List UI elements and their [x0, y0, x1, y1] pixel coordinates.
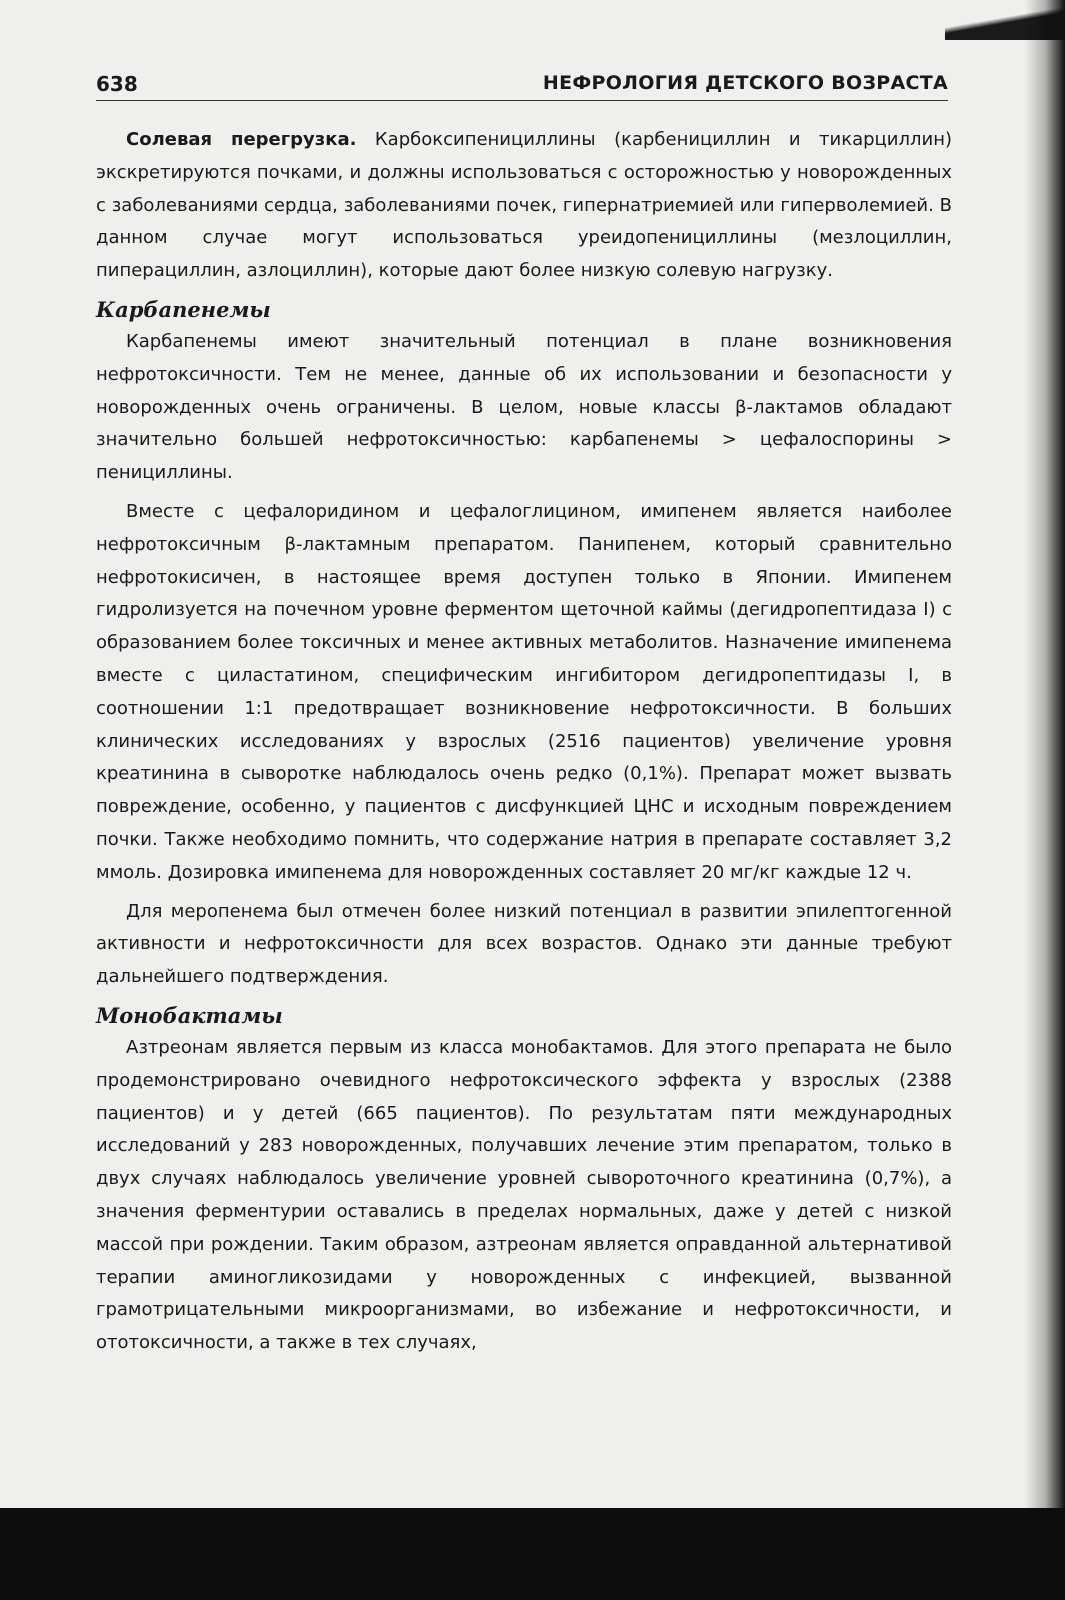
running-title: НЕФРОЛОГИЯ ДЕТСКОГО ВОЗРАСТА: [542, 72, 948, 94]
monobactams-paragraph-1: Азтреонам является первым из класса монобактамов. Для этого препарата не было продемонстрировано очевидного нефротоксического эффекта у взрослых (2388 пациентов) и у детей (665 пациентов). По результатам пяти международных исследований у 283 новорожденных, получавших лечение этим препаратом, только в двух случаях наблюдалось увеличение уровней сывороточного креатинина (0,7%), а значения ферментурии оставались в пределах нормальных, даже у детей с низкой массой при рождении. Таким образом, азтреонам является оправданной альтернативой терапии аминогликозидами у новорожденных с инфекцией, вызванной грамотрицательными микроорганизмами, во избежание и нефротоксичности, и ототоксичности, а также в тех случаях,: [96, 1036, 952, 1354]
carbapenems-paragraph-3: Для меропенема был отмечен более низкий потенциал в развитии эпилептогенной активности и нефротоксичности для всех возрастов. Однако эти данные требуют дальнейшего подтверждения.: [96, 900, 952, 988]
page-number: 638: [96, 72, 138, 96]
intro-paragraph: [96, 124, 952, 288]
monobactams-heading: Монобактамы: [96, 1002, 283, 1028]
page-header: [96, 66, 948, 101]
carbapenems-paragraph-2: Вместе с цефалоридином и цефалоглицином, имипенем является наиболее нефротоксичным β-лактамным препаратом. Панипенем, который сравнительно нефротокисичен, в настоящее время доступен только в Японии. Имипенем гидролизуется на почечном уровне ферментом щеточной каймы (дегидропептидаза I) с образованием более токсичных и менее активных метаболитов. Назначение имипенема вместе с циластатином, специфическим ингибитором дегидропептидазы I, в соотношении 1:1 предотвращает возникновение нефротоксичности. В больших клинических исследованиях у взрослых (2516 пациентов) увеличение уровня креатинина в сыворотке наблюдалось очень редко (0,1%). Препарат может вызвать повреждение, особенно, у пациентов с дисфункцией ЦНС и исходным повреждением почки. Также необходимо помнить, что содержание натрия в препарате составляет 3,2 ммоль. Дозировка имипенема для новорожденных составляет 20 мг/кг каждые 12 ч.: [96, 500, 952, 883]
carbapenems-paragraph-1: Карбапенемы имеют значительный потенциал в плане возникновения нефротоксичности. Тем не менее, данные об их использовании и безопасности у новорожденных очень ограничены. В целом, новые классы β-лактамов обладают значительно большей нефротоксичностью: карбапенемы > цефалоспорины > пенициллины.: [96, 330, 952, 484]
scan-bottom-shadow: [0, 1508, 1065, 1600]
intro-lead: Солевая перегрузка.: [126, 129, 357, 150]
page-body: [96, 124, 952, 1366]
intro-text: Карбоксипенициллины (карбенициллин и тикарциллин) экскретируются почками, и должны использоваться с осторожностью у новорожденных с заболеваниями сердца, заболеваниями почек, гипернатриемией или гиперволемией. В данном случае могут использоваться уреидопенициллины (мезлоциллин, пиперациллин, азлоциллин), которые дают более низкую солевую нагрузку.: [96, 129, 952, 282]
page-edge-shadow: [1025, 0, 1065, 1600]
carbapenems-heading: Карбапенемы: [96, 296, 271, 322]
